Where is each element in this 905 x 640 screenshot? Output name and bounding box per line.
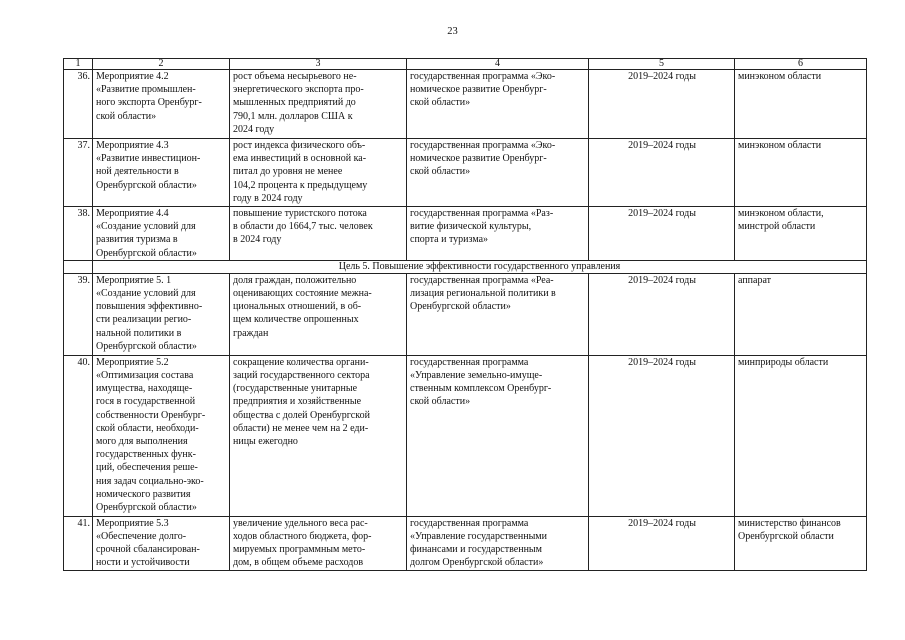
period-cell: 2019–2024 годы <box>589 70 735 139</box>
event-cell: Мероприятие 5. 1 «Создание условий для повышения эффективно- сти реализации регио- нальной политики в Оренбургской области» <box>93 273 230 355</box>
executor-cell: минэконом области, минстрой области <box>735 207 867 261</box>
indicator-cell: сокращение количества органи- заций государственного сектора (государственные унитарные предприятия и хозяйственные общества с долей Оренбургской области) не менее чем на 2 еди- ницы ежегодно <box>230 355 407 516</box>
column-number-row <box>64 59 867 70</box>
event-cell: Мероприятие 5.3 «Обеспечение долго- срочной сбалансирован- ности и устойчивости <box>93 516 230 570</box>
program-cell: государственная программа «Реа- лизация региональной политики в Оренбургской области» <box>407 273 589 355</box>
period-cell: 2019–2024 годы <box>589 355 735 516</box>
page-number: 23 <box>447 26 458 37</box>
table-row <box>64 70 867 139</box>
column-header: 3 <box>230 59 407 70</box>
column-header: 6 <box>735 59 867 70</box>
event-cell: Мероприятие 4.4 «Создание условий для развития туризма в Оренбургской области» <box>93 207 230 261</box>
table-row <box>64 273 867 355</box>
measures-table <box>63 58 867 571</box>
period-cell: 2019–2024 годы <box>589 516 735 570</box>
indicator-cell: увеличение удельного веса рас- ходов областного бюджета, фор- мируемых программным мето- дом, в общем объеме расходов <box>230 516 407 570</box>
table-row <box>64 355 867 516</box>
program-cell: государственная программа «Управление земельно-имуще- ственным комплексом Оренбург- ской области» <box>407 355 589 516</box>
period-cell: 2019–2024 годы <box>589 273 735 355</box>
indicator-cell: рост индекса физического объ- ема инвестиций в основной ка- питал до уровня не менее 104,2 процента к предыдущему году в 2024 году <box>230 139 407 207</box>
table-row <box>64 139 867 207</box>
executor-cell: минэконом области <box>735 70 867 139</box>
row-number: 38. <box>64 207 93 261</box>
indicator-cell: доля граждан, положительно оценивающих состояние межна- циональных отношений, в об- щем количестве опрошенных граждан <box>230 273 407 355</box>
column-header: 5 <box>589 59 735 70</box>
program-cell: государственная программа «Управление государственными финансами и государственным долгом Оренбургской области» <box>407 516 589 570</box>
goal-heading: Цель 5. Повышение эффективности государственного управления <box>93 260 867 273</box>
program-cell: государственная программа «Эко- номическое развитие Оренбург- ской области» <box>407 70 589 139</box>
table-row <box>64 207 867 261</box>
indicator-cell: повышение туристского потока в области до 1664,7 тыс. человек в 2024 году <box>230 207 407 261</box>
goal-row <box>64 260 867 273</box>
row-number: 39. <box>64 273 93 355</box>
row-number: 40. <box>64 355 93 516</box>
program-cell: государственная программа «Раз- витие физической культуры, спорта и туризма» <box>407 207 589 261</box>
row-number: 37. <box>64 139 93 207</box>
period-cell: 2019–2024 годы <box>589 139 735 207</box>
period-cell: 2019–2024 годы <box>589 207 735 261</box>
executor-cell: аппарат <box>735 273 867 355</box>
executor-cell: министерство финансов Оренбургской области <box>735 516 867 570</box>
column-header: 1 <box>64 59 93 70</box>
program-cell: государственная программа «Эко- номическое развитие Оренбург- ской области» <box>407 139 589 207</box>
column-header: 4 <box>407 59 589 70</box>
indicator-cell: рост объема несырьевого не- энергетического экспорта про- мышленных предприятий до 790,1 млн. долларов США к 2024 году <box>230 70 407 139</box>
event-cell: Мероприятие 4.3 «Развитие инвестицион- ной деятельности в Оренбургской области» <box>93 139 230 207</box>
column-header: 2 <box>93 59 230 70</box>
event-cell: Мероприятие 4.2 «Развитие промышлен- ного экспорта Оренбург- ской области» <box>93 70 230 139</box>
row-number: 41. <box>64 516 93 570</box>
executor-cell: минприроды области <box>735 355 867 516</box>
event-cell: Мероприятие 5.2 «Оптимизация состава имущества, находяще- гося в государственной собственности Оренбург- ской области, необходи- мого для выполнения государственных функ- ций, обеспечения реше- ния задач социально-эко- номического развития Оренбургской области» <box>93 355 230 516</box>
goal-row-spacer <box>64 260 93 273</box>
row-number: 36. <box>64 70 93 139</box>
table-row <box>64 516 867 570</box>
executor-cell: минэконом области <box>735 139 867 207</box>
